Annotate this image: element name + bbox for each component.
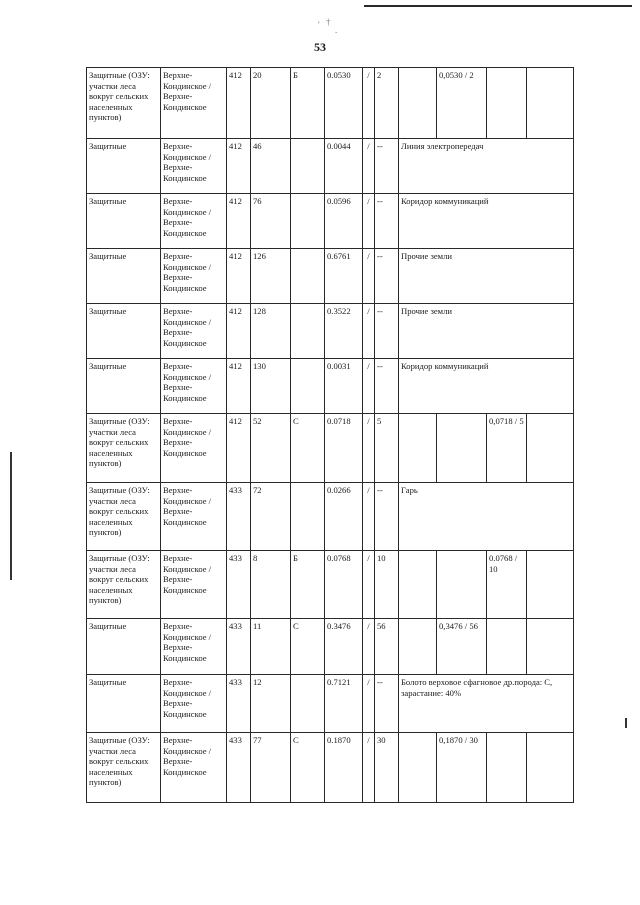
cell-letter (291, 483, 325, 551)
cell-area: 0.0266 (325, 483, 363, 551)
cell-forestry: Верхне-Кондинское / Верхне-Кондинское (161, 249, 227, 304)
cell-slash: / (363, 304, 375, 359)
cell-plot: 46 (251, 139, 291, 194)
cell-letter (291, 675, 325, 733)
table-row (87, 619, 574, 675)
cell-slash: / (363, 194, 375, 249)
cell-count: -- (375, 359, 399, 414)
cell-quarter: 412 (227, 359, 251, 414)
scan-mark: . (335, 25, 338, 35)
table-row (87, 675, 574, 733)
cell-land-note: Прочие земли (399, 304, 574, 359)
top-rule (364, 5, 632, 7)
cell-area: 0.0530 (325, 68, 363, 139)
cell-quarter: 433 (227, 551, 251, 619)
cell-area: 0.0044 (325, 139, 363, 194)
cell-letter: С (291, 414, 325, 483)
cell-letter (291, 194, 325, 249)
cell-quarter: 412 (227, 194, 251, 249)
cell-count: -- (375, 194, 399, 249)
cell-count: -- (375, 249, 399, 304)
cell-plot: 128 (251, 304, 291, 359)
cell-empty (399, 68, 437, 139)
cell-volume-a: 0,3476 / 56 (437, 619, 487, 675)
cell-count: -- (375, 304, 399, 359)
cell-land-note: Прочие земли (399, 249, 574, 304)
cell-land-note: Болото верховое сфагновое др.порода: С, зарастание: 40% (399, 675, 574, 733)
cell-protection-category: Защитные (ОЗУ: участки леса вокруг сельских населенных пунктов) (87, 414, 161, 483)
cell-area: 0.3522 (325, 304, 363, 359)
cell-plot: 12 (251, 675, 291, 733)
cell-land-note: Коридор коммуникаций (399, 359, 574, 414)
table-row (87, 68, 574, 139)
cell-volume-b: 0,0718 / 5 (487, 414, 527, 483)
cell-area: 0.7121 (325, 675, 363, 733)
cell-protection-category: Защитные (87, 359, 161, 414)
cell-protection-category: Защитные (87, 675, 161, 733)
forest-plots-table (86, 67, 574, 803)
cell-slash: / (363, 675, 375, 733)
cell-plot: 20 (251, 68, 291, 139)
page-number: 53 (314, 40, 326, 54)
cell-empty (527, 551, 574, 619)
cell-letter (291, 139, 325, 194)
cell-letter: Б (291, 551, 325, 619)
table-row (87, 483, 574, 551)
cell-count: 2 (375, 68, 399, 139)
table-row (87, 139, 574, 194)
cell-area: 0.0718 (325, 414, 363, 483)
cell-quarter: 433 (227, 675, 251, 733)
cell-empty (399, 551, 437, 619)
cell-quarter: 412 (227, 249, 251, 304)
scan-margin-bar (10, 452, 12, 580)
cell-letter (291, 249, 325, 304)
cell-slash: / (363, 139, 375, 194)
cell-empty (399, 414, 437, 483)
cell-protection-category: Защитные (87, 194, 161, 249)
cell-plot: 72 (251, 483, 291, 551)
cell-plot: 11 (251, 619, 291, 675)
cell-empty (527, 414, 574, 483)
cell-count: 5 (375, 414, 399, 483)
cell-empty (527, 733, 574, 803)
cell-volume-a: 0,1870 / 30 (437, 733, 487, 803)
cell-volume-b (487, 733, 527, 803)
cell-protection-category: Защитные (87, 619, 161, 675)
cell-forestry: Верхне-Кондинское / Верхне-Кондинское (161, 619, 227, 675)
cell-forestry: Верхне-Кондинское / Верхне-Кондинское (161, 194, 227, 249)
table-row (87, 551, 574, 619)
cell-area: 0.0596 (325, 194, 363, 249)
cell-protection-category: Защитные (87, 249, 161, 304)
cell-forestry: Верхне-Кондинское / Верхне-Кондинское (161, 68, 227, 139)
cell-protection-category: Защитные (ОЗУ: участки леса вокруг сельских населенных пунктов) (87, 733, 161, 803)
cell-forestry: Верхне-Кондинское / Верхне-Кондинское (161, 483, 227, 551)
cell-plot: 126 (251, 249, 291, 304)
cell-forestry: Верхне-Кондинское / Верхне-Кондинское (161, 359, 227, 414)
scan-mark: † (326, 17, 331, 27)
cell-count: -- (375, 139, 399, 194)
cell-forestry: Верхне-Кондинское / Верхне-Кондинское (161, 551, 227, 619)
cell-slash: / (363, 414, 375, 483)
cell-letter: С (291, 733, 325, 803)
cell-volume-a (437, 551, 487, 619)
cell-protection-category: Защитные (ОЗУ: участки леса вокруг сельских населенных пунктов) (87, 483, 161, 551)
cell-volume-a: 0,0530 / 2 (437, 68, 487, 139)
cell-area: 0.6761 (325, 249, 363, 304)
table-row (87, 733, 574, 803)
cell-count: -- (375, 675, 399, 733)
cell-letter: С (291, 619, 325, 675)
table-row (87, 194, 574, 249)
cell-volume-a (437, 414, 487, 483)
cell-protection-category: Защитные (ОЗУ: участки леса вокруг сельских населенных пунктов) (87, 551, 161, 619)
scan-margin-tick (625, 718, 627, 728)
cell-area: 0.0768 (325, 551, 363, 619)
table-row (87, 249, 574, 304)
cell-land-note: Гарь (399, 483, 574, 551)
table-row (87, 359, 574, 414)
cell-volume-b (487, 68, 527, 139)
cell-slash: / (363, 68, 375, 139)
cell-quarter: 412 (227, 414, 251, 483)
cell-empty (527, 68, 574, 139)
cell-area: 0.1870 (325, 733, 363, 803)
cell-forestry: Верхне-Кондинское / Верхне-Кондинское (161, 304, 227, 359)
cell-quarter: 412 (227, 304, 251, 359)
cell-letter (291, 359, 325, 414)
cell-count: 56 (375, 619, 399, 675)
cell-quarter: 412 (227, 139, 251, 194)
cell-protection-category: Защитные (ОЗУ: участки леса вокруг сельских населенных пунктов) (87, 68, 161, 139)
cell-area: 0.3476 (325, 619, 363, 675)
cell-protection-category: Защитные (87, 139, 161, 194)
cell-slash: / (363, 733, 375, 803)
table-row (87, 414, 574, 483)
cell-plot: 8 (251, 551, 291, 619)
cell-forestry: Верхне-Кондинское / Верхне-Кондинское (161, 414, 227, 483)
table-row (87, 304, 574, 359)
cell-quarter: 412 (227, 68, 251, 139)
cell-plot: 76 (251, 194, 291, 249)
cell-protection-category: Защитные (87, 304, 161, 359)
cell-plot: 130 (251, 359, 291, 414)
cell-area: 0.0031 (325, 359, 363, 414)
cell-count: 10 (375, 551, 399, 619)
cell-slash: / (363, 619, 375, 675)
scan-mark: ' (318, 20, 320, 30)
cell-slash: / (363, 249, 375, 304)
cell-plot: 77 (251, 733, 291, 803)
cell-land-note: Коридор коммуникаций (399, 194, 574, 249)
cell-volume-b: 0.0768 / 10 (487, 551, 527, 619)
cell-quarter: 433 (227, 733, 251, 803)
cell-empty (399, 733, 437, 803)
cell-forestry: Верхне-Кондинское / Верхне-Кондинское (161, 139, 227, 194)
cell-letter (291, 304, 325, 359)
cell-empty (399, 619, 437, 675)
cell-letter: Б (291, 68, 325, 139)
cell-quarter: 433 (227, 619, 251, 675)
cell-slash: / (363, 359, 375, 414)
cell-plot: 52 (251, 414, 291, 483)
cell-quarter: 433 (227, 483, 251, 551)
cell-forestry: Верхне-Кондинское / Верхне-Кондинское (161, 733, 227, 803)
cell-slash: / (363, 483, 375, 551)
cell-count: -- (375, 483, 399, 551)
cell-slash: / (363, 551, 375, 619)
cell-count: 30 (375, 733, 399, 803)
cell-empty (527, 619, 574, 675)
cell-volume-b (487, 619, 527, 675)
cell-land-note: Линия электропередач (399, 139, 574, 194)
cell-forestry: Верхне-Кондинское / Верхне-Кондинское (161, 675, 227, 733)
